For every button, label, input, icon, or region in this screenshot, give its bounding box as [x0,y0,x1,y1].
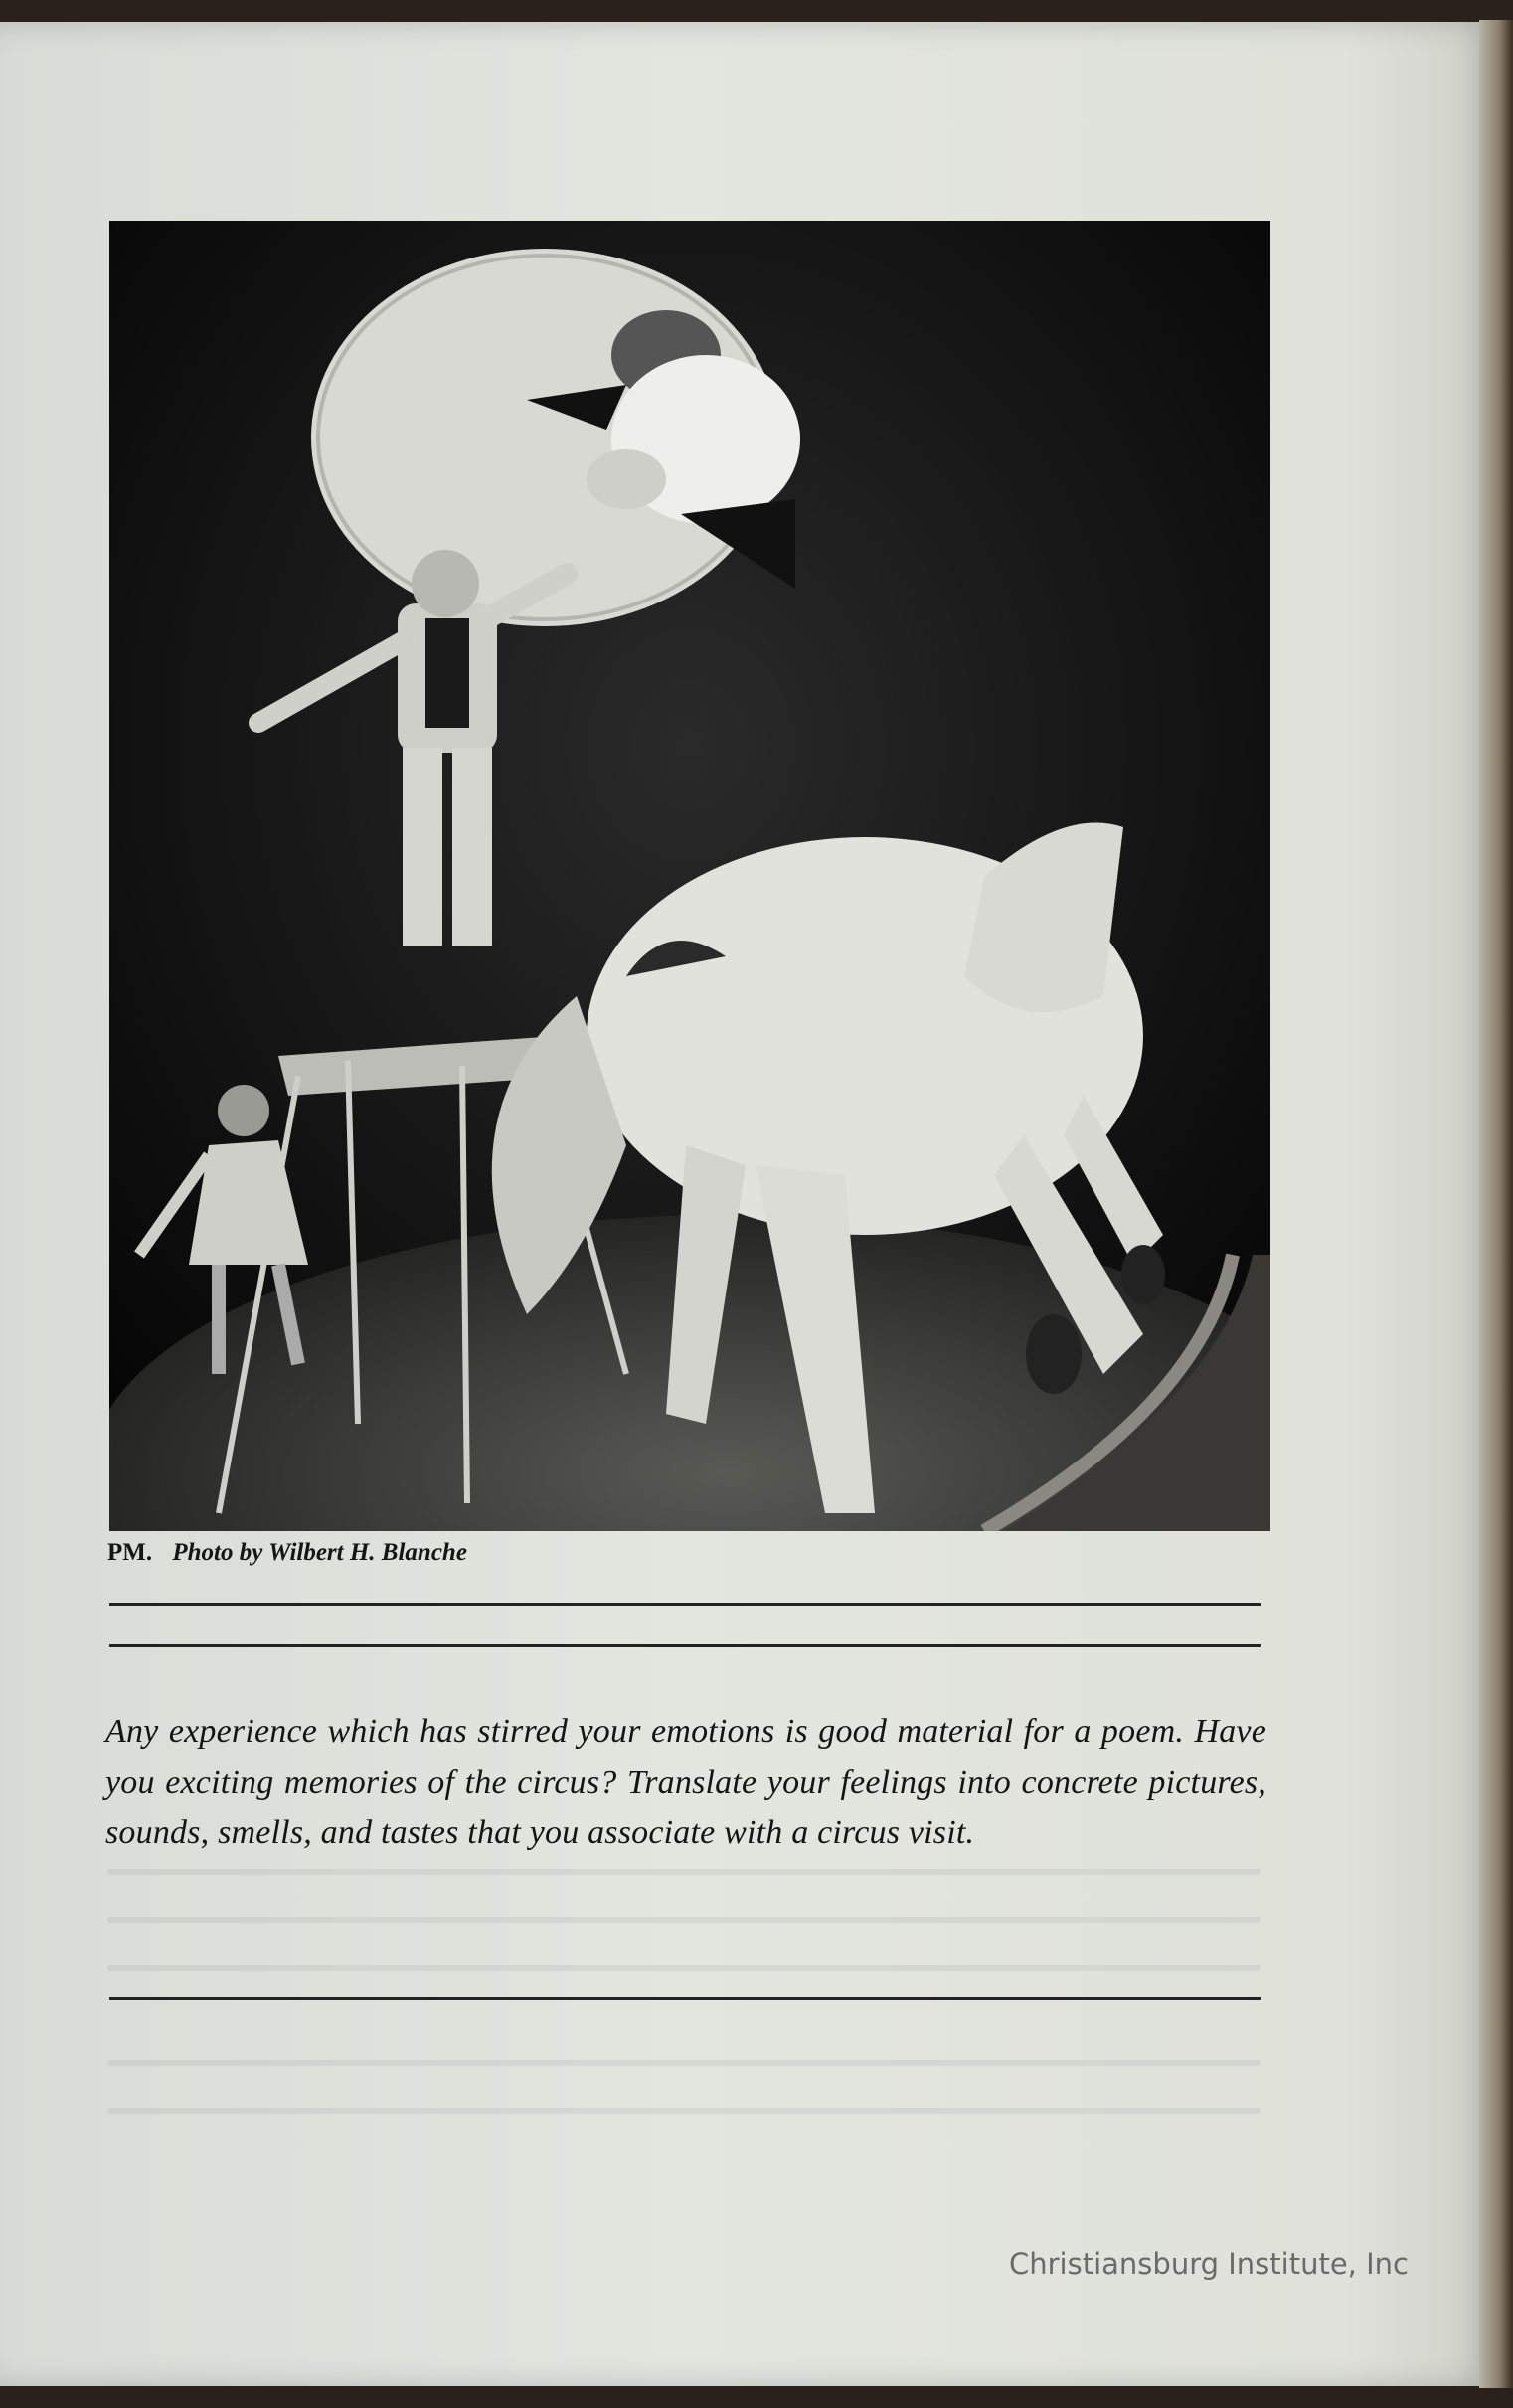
circus-photo [109,221,1270,1531]
prompt-paragraph: Any experience which has stirred your emotions is good material for a poem. Have you exciting memories of the circus? Translate your feelings into concrete pictures, sounds, smells, and tastes that you associate with a circus visit. [105,1713,1266,1851]
caption-source: PM. [107,1539,153,1566]
photo-caption [107,1539,467,1567]
show-through [107,2108,1261,2114]
show-through [107,1869,1261,1875]
page-edge [1479,20,1513,2388]
divider-rule [109,1603,1261,1606]
show-through [107,1965,1261,1971]
watermark: Christiansburg Institute, Inc [1009,2247,1409,2281]
circus-performer-horse-photo-icon [109,221,1270,1531]
divider-rule [109,1644,1261,1647]
caption-credit: Photo by Wilbert H. Blanche [172,1539,467,1566]
divider-rule [109,1997,1261,2000]
show-through [107,1917,1261,1923]
show-through [107,2060,1261,2066]
